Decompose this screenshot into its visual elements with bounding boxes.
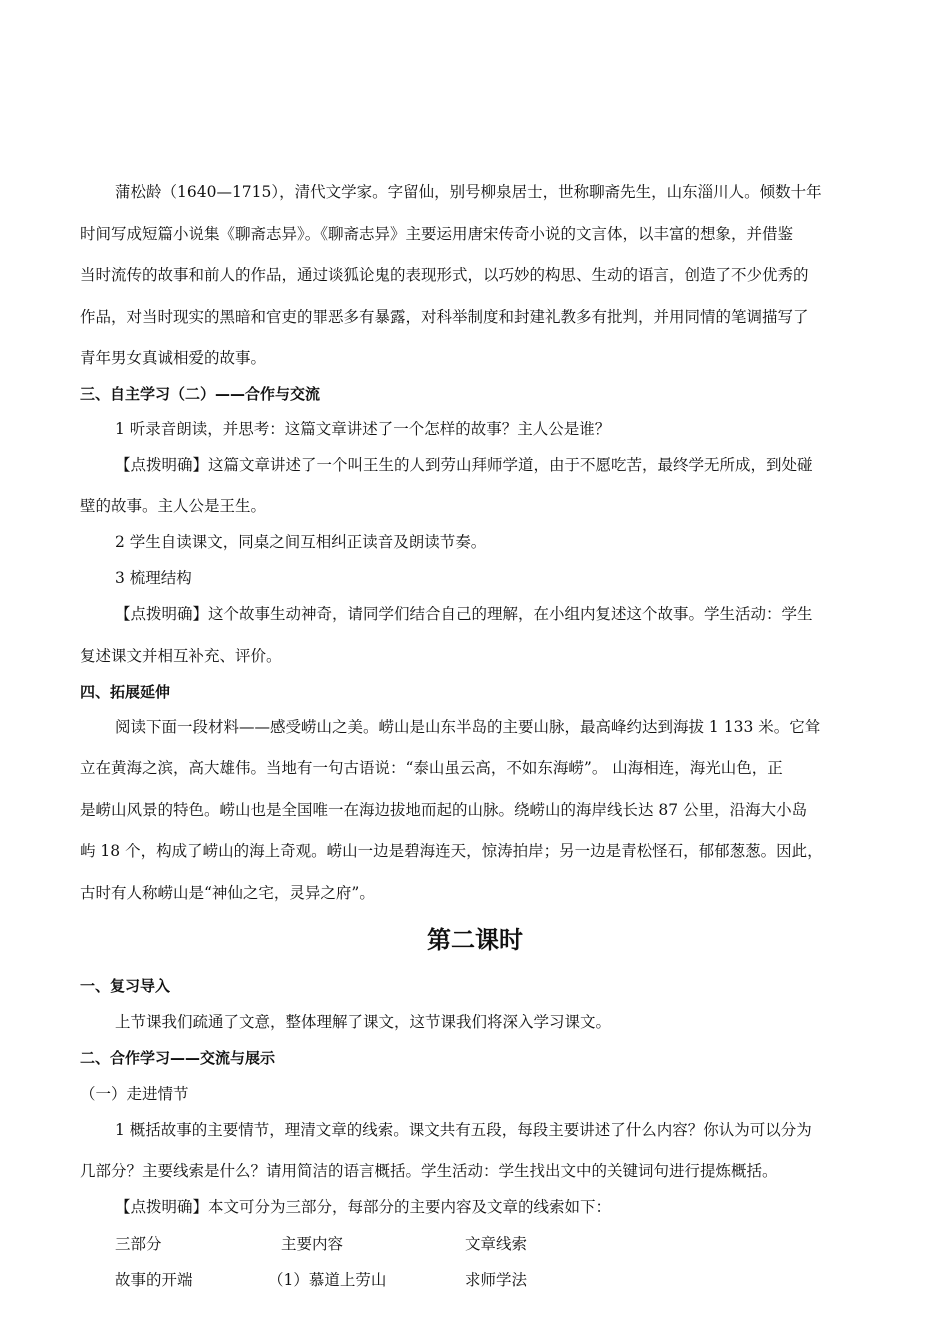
- sub-heading: （一）走进情节: [80, 1085, 189, 1103]
- intro-line: 时间写成短篇小说集《聊斋志异》。《聊斋志异》主要运用唐宋传奇小说的文言体，以丰富的想象，并借鉴: [80, 225, 794, 243]
- intro-line: 青年男女真诚相爱的故事。: [80, 349, 267, 367]
- paragraph-line: 复述课文并相互补充、评价。: [80, 647, 282, 665]
- paragraph-line: 是崂山风景的特色。崂山也是全国唯一在海边拔地而起的山脉。绕崂山的海岸线长达 87 公里，沿海大小岛: [80, 801, 808, 819]
- table-header-cell: 文章线索: [465, 1235, 528, 1253]
- paragraph-line: 几部分？主要线索是什么？请用简洁的语言概括。学生活动：学生找出文中的关键词句进行提炼概括。: [80, 1162, 778, 1180]
- paragraph-line: 立在黄海之滨，高大雄伟。当地有一句古语说：“泰山虽云高，不如东海崂”。 山海相连，海光山色，正: [80, 759, 783, 777]
- section-heading: 二、合作学习——交流与展示: [80, 1049, 276, 1067]
- paragraph-line: 壁的故事。主人公是王生。: [80, 497, 267, 515]
- section-heading: 三、自主学习（二）——合作与交流: [80, 385, 321, 403]
- table-header-cell: 主要内容: [281, 1235, 344, 1253]
- paragraph-line: 屿 18 个，构成了崂山的海上奇观。崂山一边是碧海连天，惊涛拍岸；另一边是青松怪石，郁郁葱葱。因此，: [80, 842, 823, 860]
- paragraph-line: 2 学生自读课文，同桌之间互相纠正读音及朗读节奏。: [115, 533, 487, 551]
- table-cell: （1）慕道上劳山: [268, 1271, 387, 1289]
- paragraph-line: 【点拨明确】这个故事生动神奇，请同学们结合自己的理解，在小组内复述这个故事。学生活动：学生: [115, 605, 813, 623]
- paragraph-line: 阅读下面一段材料——感受崂山之美。崂山是山东半岛的主要山脉，最高峰约达到海拔 1 133 米。它耸: [115, 718, 821, 736]
- section-heading: 一、复习导入: [80, 977, 171, 995]
- section-heading: 四、拓展延伸: [80, 683, 171, 701]
- lesson-title: 第二课时: [427, 926, 523, 954]
- table-header-cell: 三部分: [115, 1235, 162, 1253]
- table-cell: 求师学法: [465, 1271, 528, 1289]
- table-cell: 故事的开端: [115, 1271, 193, 1289]
- intro-line: 蒲松龄（1640—1715），清代文学家。字留仙，别号柳泉居士，世称聊斋先生，山东淄川人。倾数十年: [115, 183, 822, 201]
- paragraph-line: 1 听录音朗读，并思考：这篇文章讲述了一个怎样的故事？主人公是谁？: [115, 420, 611, 438]
- intro-line: 当时流传的故事和前人的作品，通过谈狐论鬼的表现形式，以巧妙的构思、生动的语言，创造了不少优秀的: [80, 266, 809, 284]
- paragraph-line: 上节课我们疏通了文意，整体理解了课文，这节课我们将深入学习课文。: [115, 1013, 612, 1031]
- intro-line: 作品，对当时现实的黑暗和官吏的罪恶多有暴露，对科举制度和封建礼教多有批判，并用同情的笔调描写了: [80, 308, 809, 326]
- paragraph-line: 【点拨明确】本文可分为三部分，每部分的主要内容及文章的线索如下：: [115, 1198, 612, 1216]
- paragraph-line: 1 概括故事的主要情节，理清文章的线索。课文共有五段，每段主要讲述了什么内容？你认为可以分为: [115, 1121, 812, 1139]
- paragraph-line: 古时有人称崂山是“神仙之宅，灵异之府”。: [80, 884, 375, 902]
- paragraph-line: 3 梳理结构: [115, 569, 192, 587]
- paragraph-line: 【点拨明确】这篇文章讲述了一个叫王生的人到劳山拜师学道，由于不愿吃苦，最终学无所成，到处碰: [115, 456, 813, 474]
